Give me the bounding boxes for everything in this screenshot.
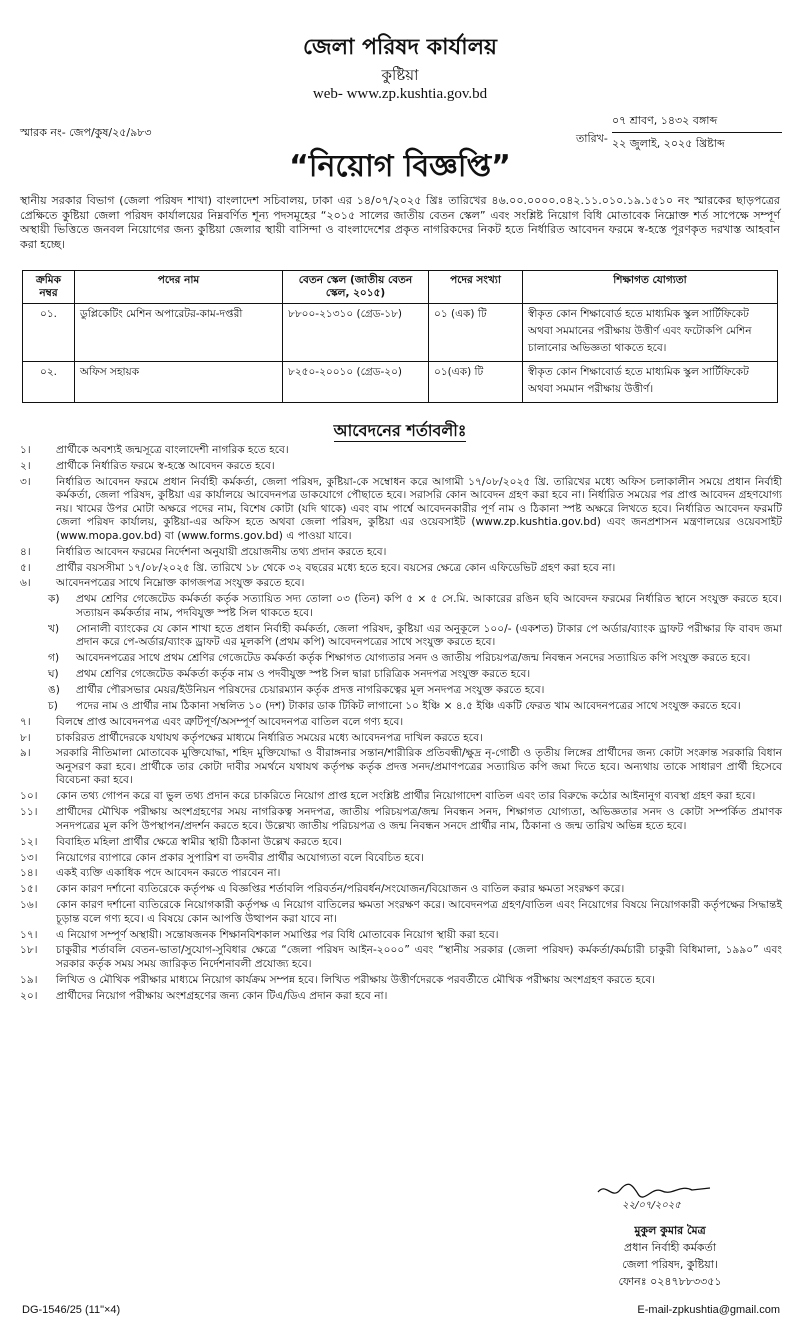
cell-count: ০১(এক) টি — [429, 362, 523, 403]
cell-count: ০১ (এক) টি — [429, 304, 523, 362]
cell-serial: ০১. — [23, 304, 75, 362]
condition-text: কোন তথ্য গোপন করে বা ভুল তথ্য প্রদান করে চাকরিতে নিয়োগ প্রাপ্ত হলে সংশ্লিষ্ট প্রার্থীর নিয়োগাদেশ বাতিল এবং তার বিরুদ্ধে কঠোর আইনানুগ ব্যবস্থা গ্রহণ করা হবে। — [56, 790, 756, 803]
signer-block — [560, 1222, 780, 1290]
conditions-list — [20, 444, 782, 1006]
header-count: পদের সংখ্যা — [429, 271, 523, 304]
signer-name: মুকুল কুমার মৈত্র — [634, 1224, 706, 1237]
contact-email: E-mail-zpkushtia@gmail.com — [637, 1304, 780, 1316]
posts-table — [22, 270, 778, 403]
sub-condition-letter: চ) — [48, 699, 58, 712]
condition-text: বিলম্বে প্রাপ্ত আবেদনপত্র এবং ত্রুটিপূর্ণ/অসম্পূর্ণ আবেদনপত্র বাতিল বলে গণ্য হবে। — [56, 715, 404, 728]
condition-text: বিবাহিত মহিলা প্রার্থীর ক্ষেত্রে স্বামীর স্থায়ী ঠিকানা উল্লেখ করতে হবে। — [56, 835, 342, 848]
condition-number: ১৪। — [20, 867, 38, 880]
date-gregorian: ২২ জুলাই, ২০২৫ খ্রিষ্টাব্দ — [612, 137, 725, 150]
sub-condition-text: প্রথম শ্রেণির গেজেটেড কর্মকর্তা কর্তৃক সত্যায়িত সদ্য তোলা ০৩ (তিন) কপি ৫ × ৫ সে.মি. আকারের রঙিন ছবি আবেদন ফরমের নির্ধারিত স্থানে সংযুক্ত করতে হবে। সত্যায়ন কর্মকর্তার নাম, পদবিযুক্ত স্পষ্ট সিল থাকতে হবে। — [76, 593, 782, 619]
org-district: কুষ্টিয়া — [381, 66, 419, 84]
condition-item — [20, 990, 782, 1004]
table-row — [23, 362, 778, 403]
sub-condition-letter: ঙ) — [48, 683, 60, 696]
sub-condition-text: সোনালী ব্যাংকের যে কোন শাখা হতে প্রধান নির্বাহী কর্মকর্তা, জেলা পরিষদ, কুষ্টিয়া এর অনুকূলে ১০০/- (একশত) টাকার পে অর্ডার/ব্যাংক ড্রাফট পরীক্ষার ফি বাবদ জমা প্রদান করে পে-অর্ডার/ব্যাংক ড্রাফট এর মূলকপি (প্রথম কপি) আবেদনপত্রের সাথে সংযুক্ত করতে হবে। — [76, 622, 782, 649]
condition-number: ৩। — [20, 475, 31, 488]
conditions-heading-text: আবেদনের শর্তাবলীঃ — [333, 421, 467, 440]
table-header-row — [23, 271, 778, 304]
condition-item — [20, 562, 782, 576]
signer-designation: প্রধান নির্বাহী কর্মকর্তা — [623, 1241, 717, 1254]
cell-post: অফিস সহায়ক — [75, 362, 283, 403]
cell-serial: ০২. — [23, 362, 75, 403]
condition-number: ৫। — [20, 561, 31, 574]
condition-text: কোন কারণ দর্শানো ব্যতিরেকে কর্তৃপক্ষ এ বিজ্ঞপ্তির শর্তাবলি পরিবর্তন/পরিবর্ধন/সংযোজন/বিয়োজন ও বাতিল করার ক্ষমতা সংরক্ষণ করে। — [56, 883, 625, 896]
condition-item — [20, 852, 782, 866]
condition-number: ৬। — [20, 577, 31, 590]
intro-paragraph: স্থানীয় সরকার বিভাগ (জেলা পরিষদ শাখা) বাংলাদেশ সচিবালয়, ঢাকা এর ১৪/০৭/২০২৫ খ্রিঃ তারিখের ৪৬.০০.০০০০.০৪২.১১.০১০.১৯.১৫১০ নং স্মারকের ছাড়পত্রের প্রেক্ষিতে কুষ্টিয়া জেলা পরিষদ কার্যালয়ের নিম্নবর্ণিত শূন্য পদসমূহের “২০১৫ সালের জাতীয় বেতন স্কেল” এবং সংশ্লিষ্ট নিয়োগ বিধি মোতাবেক নিম্নোক্ত শর্ত সাপেক্ষে সম্পূর্ণ অস্থায়ী ভিত্তিতে জনবল নিয়োগের জন্য কুষ্টিয়া জেলার স্থায়ী বাসিন্দা ও বাংলাদেশের প্রকৃত নাগরিকদের নিকট হতে নির্ধারিত আবেদন ফরমে স্ব-হস্তে পূরণকৃত দরখাস্ত আহবান করা হচ্ছে। — [20, 194, 780, 251]
condition-item — [20, 460, 782, 474]
org-title: জেলা পরিষদ কার্যালয় — [303, 35, 497, 60]
condition-item — [20, 899, 782, 926]
condition-text: প্রার্থীদের নিয়োগ পরীক্ষায় অংশগ্রহণের জন্য কোন টিএ/ডিএ প্রদান করা হবে না। — [56, 989, 388, 1002]
sub-condition-item — [48, 652, 782, 666]
date-bangla: ০৭ শ্রাবণ, ১৪৩২ বঙ্গাব্দ — [612, 114, 718, 127]
org-website: web- www.zp.kushtia.gov.bd — [312, 86, 488, 102]
condition-number: ৭। — [20, 715, 31, 728]
signer-office: জেলা পরিষদ, কুষ্টিয়া। — [622, 1258, 718, 1271]
condition-item — [20, 577, 782, 591]
table-row — [23, 304, 778, 362]
sub-condition-item — [48, 668, 782, 682]
signature-stroke — [598, 1184, 710, 1197]
cell-scale: ৮২৫০-২০০১০ (গ্রেড-২০) — [283, 362, 429, 403]
memo-number: স্মারক নং- জেপ/কুষ/২৫/৯৮৩ — [20, 126, 152, 139]
sub-condition-text: পদের নাম ও প্রার্থীর নাম ঠিকানা সম্বলিত ১০ (দশ) টাকার ডাক টিকিট লাগানো ১০ ইঞ্চি × ৪.৫ ইঞ্চি একটি ফেরত খাম আবেদনপত্রের সাথে সংযুক্ত করতে হবে। — [76, 699, 741, 712]
condition-text: প্রার্থীকে অবশ্যই জন্মসূত্রে বাংলাদেশী নাগরিক হতে হবে। — [56, 444, 289, 456]
condition-text: এ নিয়োগ সম্পূর্ণ অস্থায়ী। সন্তোষজনক শিক্ষানবিশকাল সমাপ্তির পর বিধি মোতাবেক নিয়োগ স্থায়ী করা হবে। — [56, 928, 499, 941]
condition-text: আবেদনপত্রের সাথে নিম্নোক্ত কাগজপত্র সংযুক্ত করতে হবে। — [56, 577, 305, 590]
header-post: পদের নাম — [75, 271, 283, 304]
condition-item — [20, 444, 782, 458]
condition-number: ১২। — [20, 835, 38, 848]
date-divider — [612, 132, 782, 133]
cell-qualification: স্বীকৃত কোন শিক্ষাবোর্ড হতে মাধ্যমিক স্কুল সার্টিফিকেট অথবা সমমানের পরীক্ষায় উত্তীর্ণ এবং ফটোকপি মেশিন চালানোর অভিজ্ঞতা থাকতে হবে। — [523, 304, 778, 362]
condition-number: ১৩। — [20, 851, 38, 864]
notice-title: “নিয়োগ বিজ্ঞপ্তি” — [289, 149, 511, 184]
condition-number: ২০। — [20, 989, 38, 1002]
cell-qualification: স্বীকৃত কোন শিক্ষাবোর্ড হতে মাধ্যমিক স্কুল সার্টিফিকেট অথবা সমমান পরীক্ষায় উত্তীর্ণ। — [523, 362, 778, 403]
sub-condition-item — [48, 684, 782, 698]
condition-item — [20, 883, 782, 897]
header-qualification: শিক্ষাগত যোগ্যতা — [523, 271, 778, 304]
sub-condition-text: প্রার্থীর পৌরসভার মেয়র/ইউনিয়ন পরিষদের চেয়ারম্যান কর্তৃক প্রদত্ত নাগরিকত্বের মূল সনদপত্র সংযুক্ত করতে হবে। — [76, 683, 545, 696]
condition-item — [20, 806, 782, 833]
sub-condition-text: প্রথম শ্রেণির গেজেটেড কর্মকর্তা কর্তৃক নাম ও পদবীযুক্ত স্পষ্ট সিল দ্বারা চারিত্রিক সনদপত্র সংযুক্ত করতে হবে। — [76, 668, 531, 681]
sub-condition-text: আবেদনপত্রের সাথে প্রথম শ্রেণির গেজেটেড কর্মকর্তা কর্তৃক শিক্ষাগত যোগ্যতার সনদ ও জাতীয় পরিচয়পত্র/জন্ম নিবন্ধন সনদের সত্যায়িত কপি সংযুক্ত করতে হবে। — [76, 652, 751, 665]
condition-number: ১৬। — [20, 899, 38, 912]
condition-text: চাকুরীর শর্তাবলি বেতন-ভাতা/সুযোগ-সুবিধার ক্ষেত্রে “জেলা পরিষদ আইন-২০০০” এবং “স্থানীয় সরকার (জেলা পরিষদ) কর্মকর্তা/কর্মচারী চাকুরী বিধিমালা, ১৯৯০” এবং সরকার কর্তৃক সময় সময় জারিকৃত নির্দেশনাবলী প্রযোজ্য হবে। — [56, 944, 782, 970]
sub-condition-item — [48, 700, 782, 714]
condition-number: ১৭। — [20, 928, 38, 941]
signature-date: ২২/০৭/২০২৫ — [622, 1200, 681, 1211]
condition-item — [20, 944, 782, 971]
condition-number: ৪। — [20, 545, 31, 558]
sub-condition-letter: ঘ) — [48, 668, 59, 681]
condition-number: ১৫। — [20, 883, 38, 896]
condition-item — [20, 747, 782, 788]
condition-number: ১১। — [20, 806, 38, 819]
sub-condition-letter: গ) — [48, 652, 60, 665]
condition-text: লিখিত ও মৌখিক পরীক্ষার মাধ্যমে নিয়োগ কার্যক্রম সম্পন্ন হবে। লিখিত পরীক্ষায় উত্তীর্ণদেরকে পরবর্তীতে মৌখিক পরীক্ষায় অংশগ্রহণ করতে হবে। — [56, 973, 656, 986]
sub-condition-letter: খ) — [48, 622, 60, 635]
condition-text: নির্ধারিত আবেদন ফরমে প্রধান নির্বাহী কর্মকর্তা, জেলা পরিষদ, কুষ্টিয়া-কে সম্বোধন করে আগামী ১৭/০৮/২০২৫ খ্রি. তারিখের মধ্যে অফিস চলাকালীন সময়ে প্রধান নির্বাহী কর্মকর্তা, জেলা পরিষদ, কুষ্টিয়া এর কার্যালয়ে আবেদনপত্র ডাকযোগে পৌছাতে হবে। সরাসরি কোন আবেদন গ্রহণ করা হবে না। নির্ধারিত সময়ের পর প্রাপ্ত আবেদন গ্রহণযোগ্য নয়। খামের উপর মোটা অক্ষরে পদের নাম, বিশেষ কোটা (যদি থাকে) এবং বাম পার্শ্বে আবেদনকারীর পূর্ণ নাম ও ঠিকানা স্পষ্ট অক্ষরে লিখতে হবে। নির্ধারিত আবেদন ফরমটি জেলা পরিষদ কার্যালয়, কুষ্টিয়া-এর অফিস হতে অথবা জেলা পরিষদ, কুষ্টিয়া এর ওয়েবসাইট (www.zp.kushtia.gov.bd) এবং জনপ্রশাসন মন্ত্রণালয়ের ওয়েবসাইট (www.mopa.gov.bd) বা (www.forms.gov.bd) এ পাওয়া যাবে। — [56, 475, 782, 542]
condition-number: ৯। — [20, 747, 31, 760]
condition-number: ১০। — [20, 790, 38, 803]
condition-number: ৮। — [20, 731, 31, 744]
sub-condition-item — [48, 623, 782, 650]
sub-condition-item — [48, 593, 782, 620]
condition-item — [20, 476, 782, 544]
print-reference: DG-1546/25 (11"×4) — [22, 1304, 121, 1316]
condition-text: প্রার্থীর বয়সসীমা ১৭/০৮/২০২৫ খ্রি. তারিখে ১৮ থেকে ৩২ বছরের মধ্যে হতে হবে। বয়সের ক্ষেত্রে কোন এফিডেভিট গ্রহণ করা হবে না। — [56, 561, 616, 574]
header-serial: ক্রমিক নম্বর — [23, 271, 75, 304]
condition-item — [20, 790, 782, 804]
condition-text: প্রার্থীকে নির্ধারিত ফরমে স্ব-হস্তে আবেদন করতে হবে। — [56, 459, 275, 472]
condition-item — [20, 867, 782, 881]
condition-text: প্রার্থীদের মৌখিক পরীক্ষায় অংশগ্রহণের সময় নাগরিকত্ব সনদপত্র, জাতীয় পরিচয়পত্র/জন্ম নিবন্ধন সনদ, শিক্ষাগত যোগ্যতা, অভিজ্ঞতার সনদ ও কোটা সম্পর্কিত প্রমাণক সনদপত্রের মূল কপি উপস্থাপন/প্রদর্শন করতে হবে। উল্লেখ্য জাতীয় পরিচয়পত্র ও জন্ম নিবন্ধন সনদে প্রার্থীর নাম, ঠিকানা ও জন্ম তারিখ অভিন্ন হতে হবে। — [56, 806, 782, 832]
condition-number: ১৮। — [20, 944, 38, 957]
condition-text: সরকারি নীতিমালা মোতাবেক মুক্তিযোদ্ধা, শহিদ মুক্তিযোদ্ধা ও বীরাঙ্গনার সন্তান/শারীরিক প্রতিবন্ধী/ক্ষুদ্র নৃ-গোষ্ঠী ও তৃতীয় লিঙ্গের প্রার্থীদের জন্য কোটা সংক্রান্ত সরকারি বিধান অনুসরণ করা হবে। প্রার্থীকে তার কোটা দাবীর সমর্থনে যথাযথ কর্তৃপক্ষ কর্তৃক প্রদত্ত সনদ/প্রমাণপত্রের সত্যায়িত কপি জমা দিতে হবে। অন্যথায় তাকে সাধারণ প্রার্থী হিসেবে বিবেচনা করা হবে। — [56, 747, 782, 787]
condition-number: ২। — [20, 459, 31, 472]
condition-text: একই ব্যক্তি একাধিক পদে আবেদন করতে পারবেন না। — [56, 867, 281, 880]
signer-phone: ফোনঃ ০২৪৭৮৮৩৩৫১ — [618, 1275, 722, 1288]
sub-condition-letter: ক) — [48, 593, 60, 606]
condition-number: ১৯। — [20, 973, 38, 986]
date-label: তারিখ- — [576, 132, 608, 145]
condition-item — [20, 836, 782, 850]
condition-text: কোন কারণ দর্শানো ব্যতিরেকে নিয়োগকারী কর্তৃপক্ষ এ নিয়োগ বাতিলের ক্ষমতা সংরক্ষণ করে। আবেদনপত্র গ্রহণ/বাতিল এবং নিয়োগের বিষয়ে নিয়োগকারী কর্তৃপক্ষের সিদ্ধান্তই চূড়ান্ত বলে গণ্য হবে। এ বিষয়ে কোন আপত্তি উত্থাপন করা যাবে না। — [56, 899, 782, 925]
condition-text: চাকরিরত প্রার্থীদেরকে যথাযথ কর্তৃপক্ষের মাধ্যমে নির্ধারিত সময়ের মধ্যে আবেদনপত্র দাখিল করতে হবে। — [56, 731, 483, 744]
condition-number: ১। — [20, 444, 31, 456]
cell-scale: ৮৮০০-২১৩১০ (গ্রেড-১৮) — [283, 304, 429, 362]
header-scale: বেতন স্কেল (জাতীয় বেতন স্কেল, ২০১৫) — [283, 271, 429, 304]
condition-item — [20, 732, 782, 746]
signature-mark — [592, 1178, 722, 1212]
cell-post: ডুপ্লিকেটিং মেশিন অপারেটর-কাম-দপ্তরী — [75, 304, 283, 362]
condition-item — [20, 716, 782, 730]
condition-item — [20, 974, 782, 988]
condition-text: নিয়োগের ব্যাপারে কোন প্রকার সুপারিশ বা তদবীর প্রার্থীর অযোগ্যতা বলে বিবেচিত হবে। — [56, 851, 424, 864]
conditions-heading — [0, 418, 800, 445]
condition-text: নির্ধারিত আবেদন ফরমের নির্দেশনা অনুযায়ী প্রয়োজনীয় তথ্য প্রদান করতে হবে। — [56, 545, 387, 558]
condition-item — [20, 546, 782, 560]
condition-item — [20, 929, 782, 943]
